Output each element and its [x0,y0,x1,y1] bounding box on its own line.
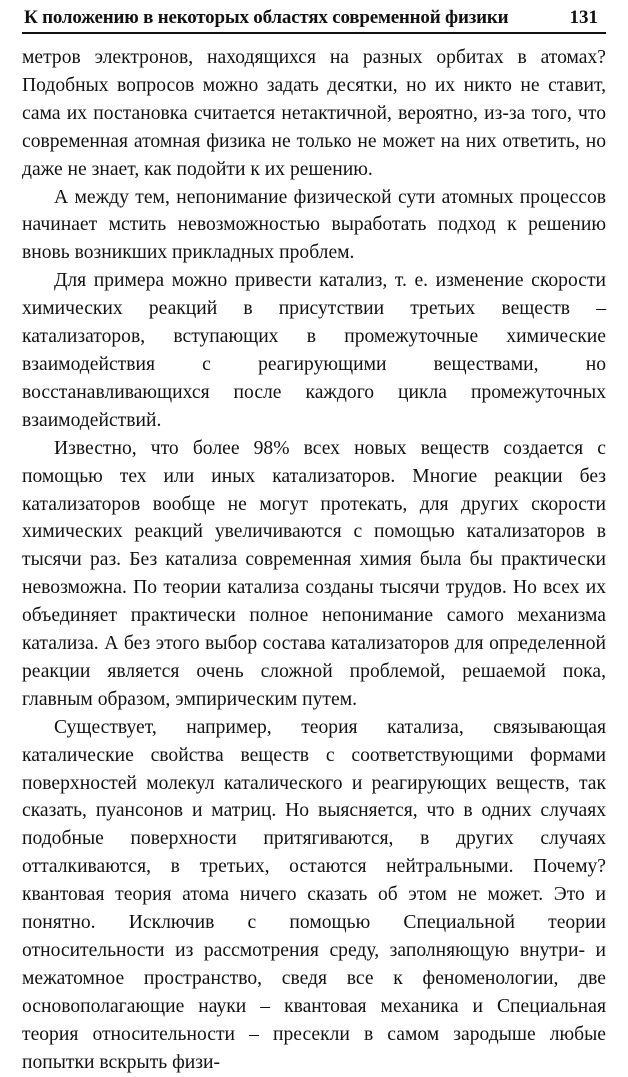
page-body [22,44,606,1077]
header-title: К положению в некоторых областях современной физики [24,7,509,28]
paragraph-3: Для примера можно привести катализ, т. е. изменение скорости химических реакций в присутствии третьих веществ – катализаторов, вступающих в промежуточные химические взаимодействия с реагирующими веществами, но восстанавливающихся после каждого цикла промежуточных взаимодействий. [22,270,606,431]
paragraph-2: А между тем, непонимание физической сути атомных процессов начинает мстить невозможностью выработать подход к решению вновь возникших прикладных проблем. [22,186,606,264]
paragraph-4: Известно, что более 98% всех новых веществ создается с помощью тех или иных катализаторов. Многие реакции без катализаторов вообще не могут протекать, для других скорости химических реакций увеличиваются с помощью катализаторов в тысячи раз. Без катализа современная химия была бы практически невозможна. По теории катализа созданы тысячи трудов. Но всех их объединяет практически полное непонимание самого механизма катализа. А без этого выбор состава катализаторов для определенной реакции является очень сложной проблемой, решаемой пока, главным образом, эмпирическим путем. [22,437,606,710]
page-number: 131 [569,7,598,28]
running-header [22,6,606,34]
paragraph-5: Существует, например, теория катализа, связывающая каталические свойства веществ с соответствующими формами поверхностей молекул каталического и реагирующих веществ, так сказать, пуансонов и матриц. Но выясняется, что в одних случаях подобные поверхности притягиваются, в других случаях отталкиваются, в третьих, остаются нейтральными. Почему? квантовая теория атома ничего сказать об этом не может. Это и понятно. Исключив с помощью Специальной теории относительности из рассмотрения среду, заполняющую внутри- и межатомное пространство, сведя все к феноменологии, две основополагающие науки – квантовая механика и Специальная теория относительности – пресекли в самом зародыше любые попытки вскрыть физи- [22,716,606,1073]
paragraph-1: метров электронов, находящихся на разных орбитах в атомах? Подобных вопросов можно задать десятки, но их никто не ставит, сама их постановка считается нетактичной, вероятно, из-за того, что современная атомная физика не только не может на них ответить, но даже не знает, как подойти к их решению. [22,47,606,180]
